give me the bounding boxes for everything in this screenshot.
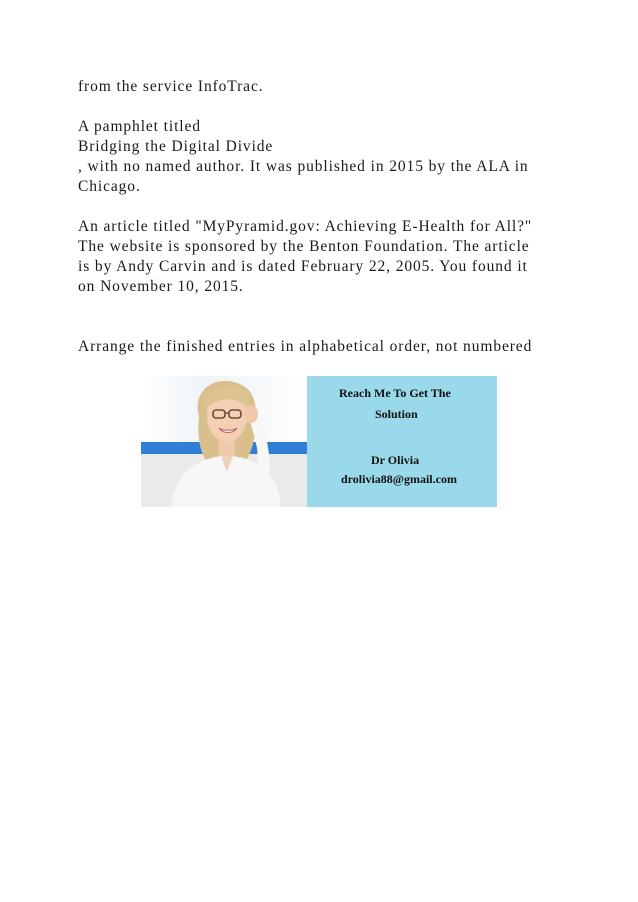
paragraph-gap xyxy=(78,197,578,217)
text-line: from the service InfoTrac. xyxy=(78,78,264,95)
text-line: , with no named author. It was published in 2015 by the ALA in xyxy=(78,158,529,175)
woman-figure-illustration xyxy=(141,376,307,507)
contact-banner xyxy=(141,376,497,507)
text-line: An article titled "MyPyramid.gov: Achieving E-Health for All?" xyxy=(78,218,533,235)
contact-panel xyxy=(307,376,497,507)
document-body xyxy=(78,77,578,357)
text-line: A pamphlet titled xyxy=(78,118,201,135)
paragraph-gap xyxy=(78,297,578,337)
text-line: The website is sponsored by the Benton Foundation. The article xyxy=(78,238,530,255)
contact-email: drolivia88@gmail.com xyxy=(341,472,457,486)
banner-headline-line2: Solution xyxy=(375,407,418,421)
banner-headline-line1: Reach Me To Get The xyxy=(339,386,451,400)
text-line: is by Andy Carvin and is dated February 22, 2005. You found it xyxy=(78,258,528,275)
contact-name: Dr Olivia xyxy=(371,453,420,467)
text-line: Bridging the Digital Divide xyxy=(78,138,274,155)
text-line: on November 10, 2015. xyxy=(78,278,244,295)
text-line: Arrange the finished entries in alphabetical order, not numbered xyxy=(78,338,533,355)
text-line: Chicago. xyxy=(78,178,141,195)
woman-photo xyxy=(141,376,307,507)
paragraph-gap xyxy=(78,97,578,117)
